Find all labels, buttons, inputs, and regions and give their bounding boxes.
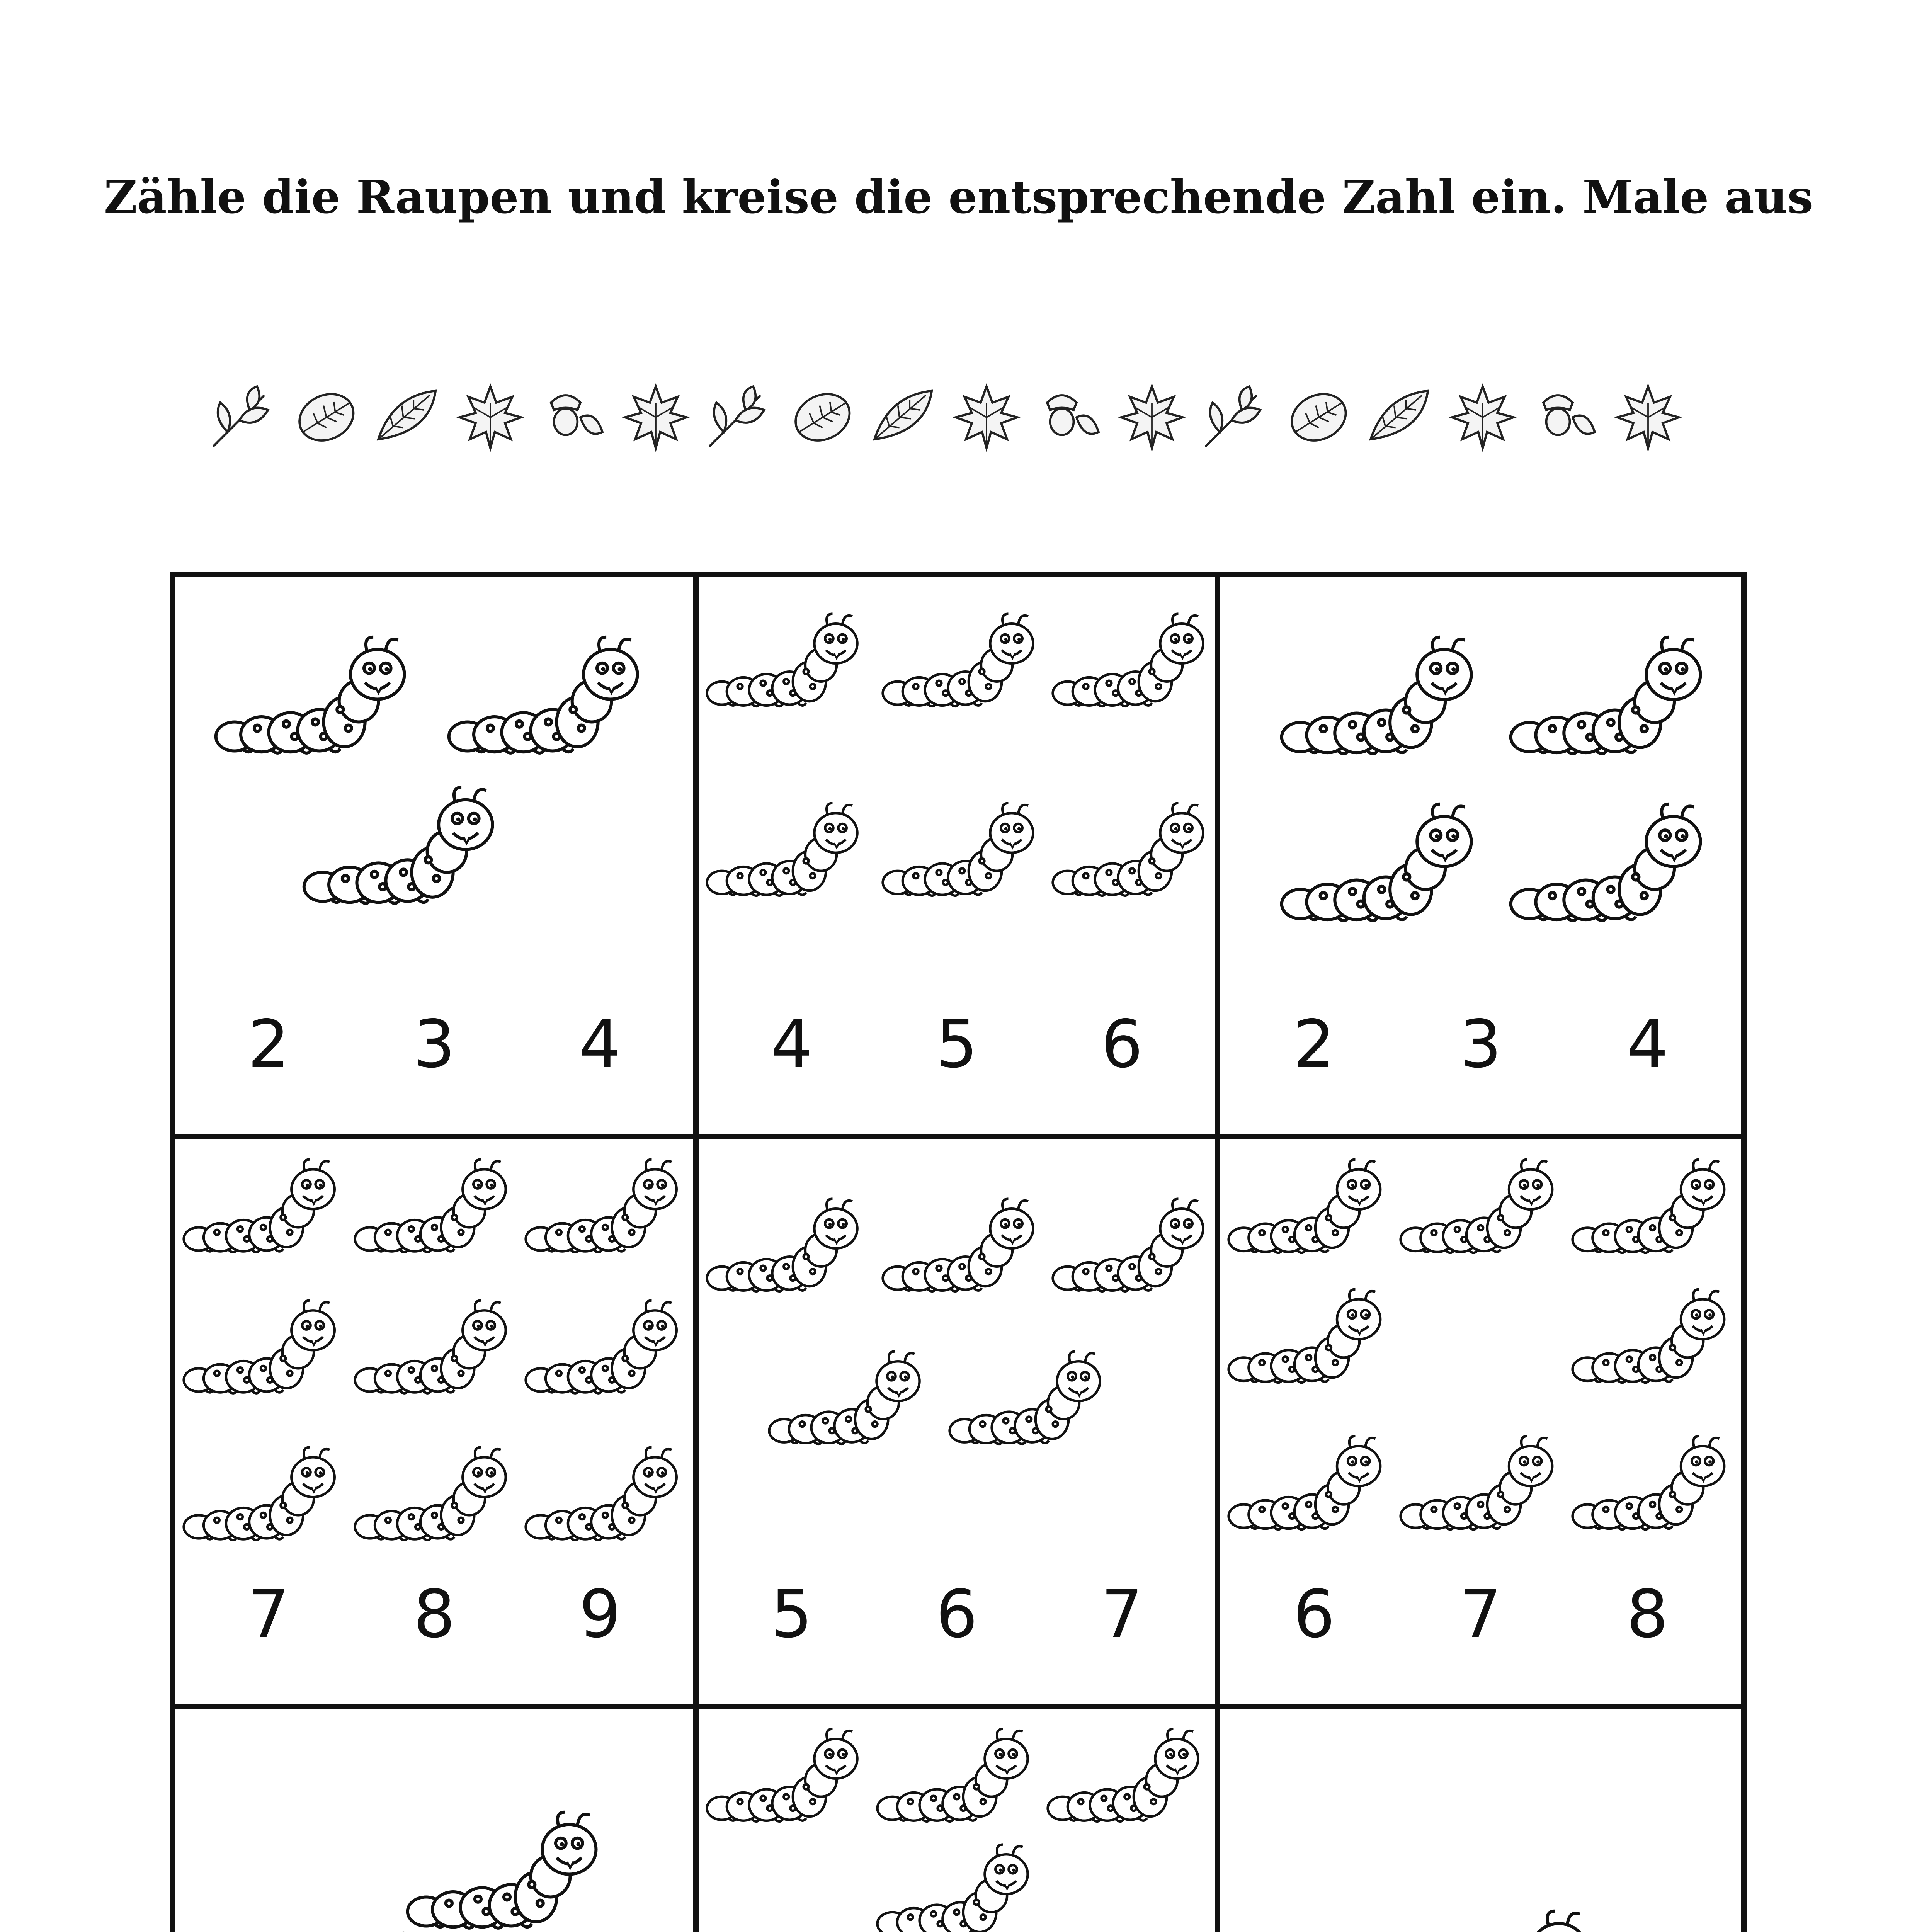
maple-leaf-icon	[1611, 381, 1685, 454]
caterpillar-icon	[1507, 800, 1715, 929]
caterpillar	[522, 1297, 688, 1402]
caterpillar-icon	[212, 633, 419, 761]
caterpillar-icon	[879, 1196, 1045, 1298]
caterpillar-icon	[1044, 1726, 1210, 1828]
maple-leaf-icon	[1115, 381, 1189, 454]
caterpillar	[180, 1156, 346, 1261]
acorn-icon	[1032, 381, 1106, 454]
caterpillar	[522, 1156, 688, 1261]
caterpillar-icon	[1507, 633, 1715, 762]
caterpillar	[1569, 1286, 1736, 1391]
caterpillar-icon	[1050, 800, 1215, 902]
caterpillar	[1225, 1156, 1392, 1261]
caterpillar	[1050, 1196, 1215, 1300]
caterpillar	[879, 1196, 1045, 1300]
caterpillar-icon	[874, 1726, 1039, 1828]
caterpillar-icon	[445, 633, 652, 761]
number-choice[interactable]: 5	[936, 1006, 978, 1083]
round-leaf-icon	[784, 381, 858, 454]
cell-4	[175, 1139, 693, 1704]
caterpillar-icon	[180, 1444, 346, 1547]
caterpillar	[1225, 1433, 1392, 1538]
grid-divider	[175, 1134, 1741, 1139]
number-choice[interactable]: 6	[1101, 1006, 1143, 1083]
cell-8	[699, 1709, 1215, 1932]
caterpillar-icon	[879, 800, 1045, 902]
caterpillar	[946, 1348, 1112, 1452]
caterpillar-icon	[1050, 1196, 1215, 1298]
number-choice[interactable]: 3	[1459, 1006, 1502, 1083]
caterpillar	[522, 1444, 688, 1549]
caterpillar	[874, 1726, 1039, 1830]
maple-leaf-icon	[950, 381, 1023, 454]
caterpillar	[766, 1348, 931, 1452]
maple-leaf-icon	[619, 381, 692, 454]
number-choice[interactable]: 2	[1293, 1006, 1335, 1083]
caterpillar-icon	[1569, 1286, 1736, 1389]
caterpillar-icon	[1277, 800, 1486, 929]
cell-2	[699, 577, 1215, 1134]
oak-leaf-icon	[1363, 381, 1437, 454]
round-leaf-icon	[1281, 381, 1354, 454]
cell-3	[1220, 577, 1741, 1134]
caterpillar	[212, 633, 419, 763]
counting-grid	[170, 572, 1747, 1932]
oak-leaf-icon	[867, 381, 941, 454]
caterpillar-icon	[522, 1297, 688, 1400]
number-choice[interactable]: 8	[1626, 1576, 1669, 1653]
caterpillar	[352, 1297, 517, 1402]
caterpillar-icon	[352, 1444, 517, 1547]
caterpillar	[1277, 800, 1486, 931]
caterpillar-icon	[180, 1156, 346, 1259]
branch-leaf-icon	[702, 381, 775, 454]
caterpillar-icon	[879, 611, 1045, 713]
caterpillar-icon	[522, 1444, 688, 1547]
number-choice[interactable]: 6	[1293, 1576, 1335, 1653]
caterpillar	[180, 1444, 346, 1549]
caterpillar-icon	[704, 1726, 869, 1828]
caterpillar	[445, 633, 652, 763]
caterpillar	[879, 800, 1045, 904]
caterpillar-icon	[300, 783, 507, 912]
leaf-border-top	[201, 371, 1762, 464]
caterpillar	[1569, 1433, 1736, 1538]
grid-divider	[1215, 577, 1220, 1932]
caterpillar-icon	[1277, 633, 1486, 762]
caterpillar-icon	[1397, 1156, 1564, 1259]
cell-9	[1220, 1709, 1741, 1932]
caterpillar-icon	[704, 611, 869, 713]
caterpillar	[874, 1841, 1039, 1932]
caterpillar	[1050, 611, 1215, 715]
number-choice[interactable]: 2	[248, 1006, 290, 1083]
number-choice[interactable]: 7	[1459, 1576, 1502, 1653]
cell-6	[1220, 1139, 1741, 1704]
caterpillar	[300, 783, 507, 913]
caterpillar	[704, 611, 869, 715]
caterpillar	[1569, 1156, 1736, 1261]
number-choice[interactable]: 7	[248, 1576, 290, 1653]
caterpillar	[352, 1444, 517, 1549]
caterpillar	[1507, 800, 1715, 931]
caterpillar-icon	[1397, 1433, 1564, 1536]
caterpillar	[704, 1726, 869, 1830]
caterpillar-icon	[180, 1297, 346, 1400]
worksheet-title: Zähle die Raupen und kreise die entsprechende Zahl ein. Male aus	[104, 170, 1813, 224]
round-leaf-icon	[288, 381, 362, 454]
caterpillar-icon	[766, 1348, 931, 1451]
number-choice[interactable]: 7	[1101, 1576, 1143, 1653]
number-choice[interactable]: 4	[1626, 1006, 1669, 1083]
number-choice[interactable]: 8	[413, 1576, 456, 1653]
number-choice[interactable]: 3	[413, 1006, 456, 1083]
acorn-icon	[536, 381, 610, 454]
number-choice[interactable]: 6	[936, 1576, 978, 1653]
caterpillar	[1225, 1286, 1392, 1391]
maple-leaf-icon	[454, 381, 527, 454]
cell-1	[175, 577, 693, 1134]
caterpillar-icon	[1225, 1433, 1392, 1536]
caterpillar-icon	[1392, 1907, 1601, 1932]
caterpillar	[403, 1808, 611, 1932]
caterpillar	[704, 800, 869, 904]
maple-leaf-icon	[1446, 381, 1519, 454]
caterpillar-icon	[874, 1841, 1039, 1932]
caterpillar-icon	[1050, 611, 1215, 713]
caterpillar	[1507, 633, 1715, 764]
caterpillar	[180, 1297, 346, 1402]
caterpillar	[879, 611, 1045, 715]
caterpillar-icon	[1225, 1156, 1392, 1259]
caterpillar	[1392, 1907, 1601, 1932]
caterpillar	[704, 1196, 869, 1300]
number-choice[interactable]: 5	[771, 1576, 813, 1653]
caterpillar-icon	[704, 1196, 869, 1298]
caterpillar-icon	[704, 800, 869, 902]
oak-leaf-icon	[371, 381, 444, 454]
branch-leaf-icon	[206, 381, 279, 454]
caterpillar-icon	[403, 1808, 611, 1932]
caterpillar	[1277, 633, 1486, 764]
caterpillar	[1044, 1726, 1210, 1830]
acorn-icon	[1529, 381, 1602, 454]
caterpillar-icon	[946, 1348, 1112, 1451]
caterpillar	[1397, 1156, 1564, 1261]
number-choice[interactable]: 9	[579, 1576, 621, 1653]
caterpillar-icon	[522, 1156, 688, 1259]
grid-divider	[693, 577, 699, 1932]
caterpillar-icon	[352, 1297, 517, 1400]
caterpillar-icon	[352, 1156, 517, 1259]
number-choice[interactable]: 4	[771, 1006, 813, 1083]
branch-leaf-icon	[1198, 381, 1271, 454]
caterpillar	[1397, 1433, 1564, 1538]
caterpillar-icon	[1569, 1433, 1736, 1536]
number-choice[interactable]: 4	[579, 1006, 621, 1083]
caterpillar	[1050, 800, 1215, 904]
cell-5	[699, 1139, 1215, 1704]
grid-divider	[175, 1704, 1741, 1709]
cell-7	[175, 1709, 693, 1932]
caterpillar	[352, 1156, 517, 1261]
caterpillar-icon	[1225, 1286, 1392, 1389]
caterpillar-icon	[1569, 1156, 1736, 1259]
